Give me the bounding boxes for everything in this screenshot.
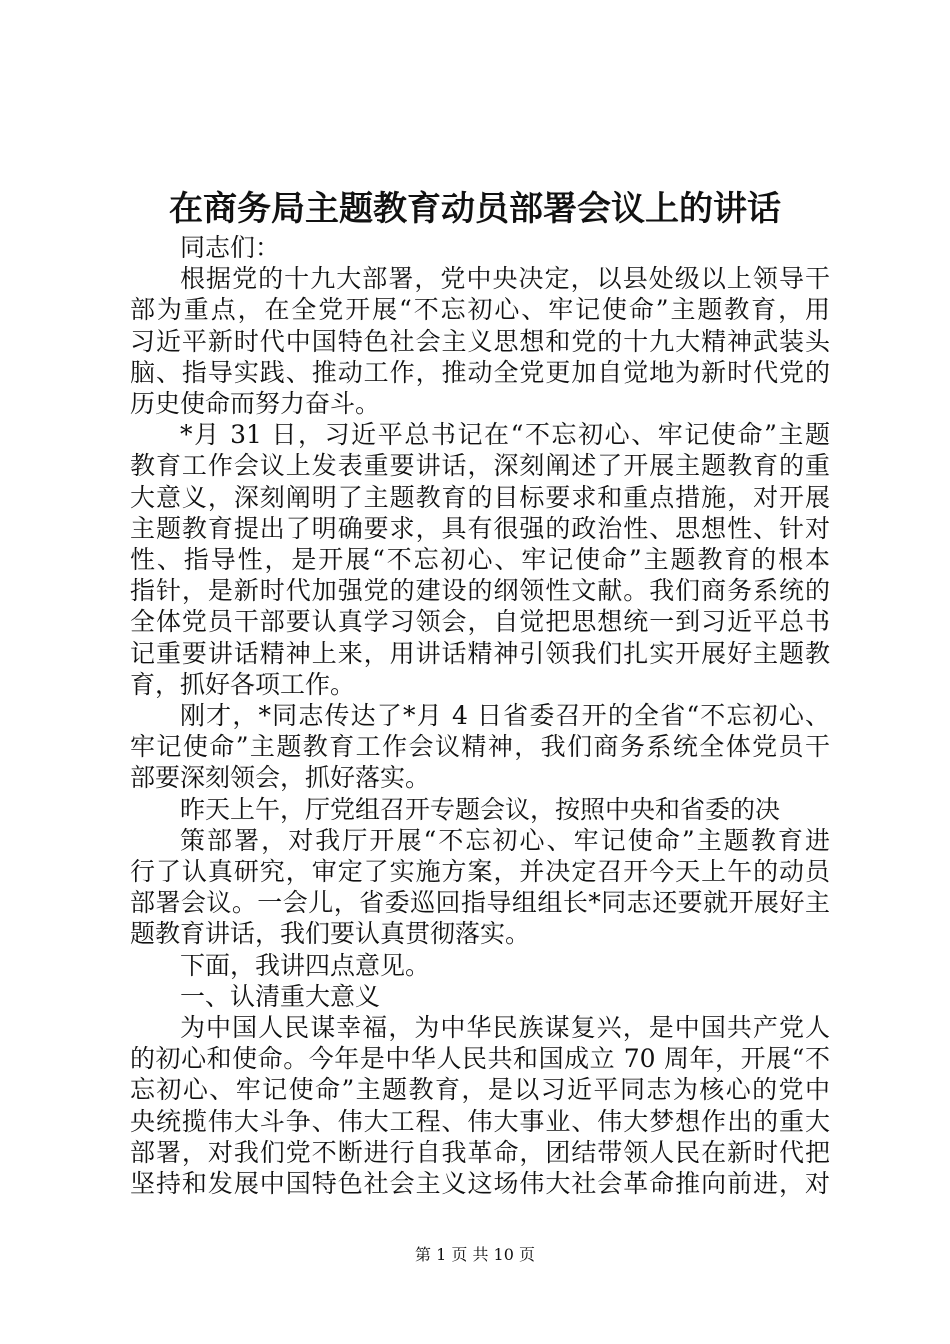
text-line: 部署会议。一会儿，省委巡回指导组组长*同志还要就开展好主 <box>130 888 830 918</box>
text-line: 同志们： <box>180 233 281 262</box>
text-line: 育，抓好各项工作。 <box>130 669 356 699</box>
text-line: 坚持和发展中国特色社会主义这场伟大社会革命推向前进，对 <box>130 1169 830 1199</box>
text-line: 全体党员干部要认真学习领会，自觉把思想统一到习近平总书 <box>130 607 830 637</box>
page-footer: 第 1 页 共 10 页 <box>415 1245 535 1264</box>
text-line: 教育工作会议上发表重要讲话，深刻阐述了开展主题教育的重 <box>130 451 830 481</box>
text-line: 部为重点，在全党开展“不忘初心、牢记使命”主题教育，用 <box>130 295 830 325</box>
text-line: 的初心和使命。今年是中华人民共和国成立 70 周年，开展“不 <box>130 1044 830 1074</box>
text-line: 习近平新时代中国特色社会主义思想和党的十九大精神武装头 <box>130 326 830 356</box>
document-title: 在商务局主题教育动员部署会议上的讲话 <box>169 189 781 229</box>
text-line: 牢记使命”主题教育工作会议精神，我们商务系统全体党员干 <box>130 732 830 762</box>
text-line: *月 31 日，习近平总书记在“不忘初心、牢记使命”主题 <box>180 420 830 450</box>
text-line: 记重要讲话精神上来，用讲话精神引领我们扎实开展好主题教 <box>130 638 830 668</box>
text-line: 忘初心、牢记使命”主题教育，是以习近平同志为核心的党中 <box>130 1075 830 1105</box>
text-line: 刚才，*同志传达了*月 4 日省委召开的全省“不忘初心、 <box>180 701 830 731</box>
text-line: 行了认真研究，审定了实施方案，并决定召开今天上午的动员 <box>130 857 830 887</box>
text-line: 央统揽伟大斗争、伟大工程、伟大事业、伟大梦想作出的重大 <box>130 1106 830 1136</box>
text-line: 大意义，深刻阐明了主题教育的目标要求和重点措施，对开展 <box>130 482 830 512</box>
text-line: 性、指导性，是开展“不忘初心、牢记使命”主题教育的根本 <box>130 545 830 575</box>
text-line: 策部署，对我厅开展“不忘初心、牢记使命”主题教育进 <box>180 825 830 855</box>
text-line: 部要深刻领会，抓好落实。 <box>130 763 431 793</box>
text-line: 下面，我讲四点意见。 <box>180 950 431 980</box>
text-line: 一、认清重大意义 <box>180 981 381 1011</box>
text-line: 为中国人民谋幸福，为中华民族谋复兴，是中国共产党人 <box>180 1013 830 1043</box>
text-line: 部署，对我们党不断进行自我革命，团结带领人民在新时代把 <box>130 1137 830 1167</box>
document-body <box>130 232 830 1199</box>
text-line: 昨天上午，厅党组召开专题会议，按照中央和省委的决 <box>180 794 781 824</box>
text-line: 主题教育提出了明确要求，具有很强的政治性、思想性、针对 <box>130 513 830 543</box>
text-line: 指针，是新时代加强党的建设的纲领性文献。我们商务系统的 <box>130 576 830 606</box>
text-line: 题教育讲话，我们要认真贯彻落实。 <box>130 919 531 949</box>
text-line: 根据党的十九大部署，党中央决定，以县处级以上领导干 <box>180 264 830 294</box>
text-line: 历史使命而努力奋斗。 <box>130 389 381 419</box>
text-line: 脑、指导实践、推动工作，推动全党更加自觉地为新时代党的 <box>130 357 830 387</box>
